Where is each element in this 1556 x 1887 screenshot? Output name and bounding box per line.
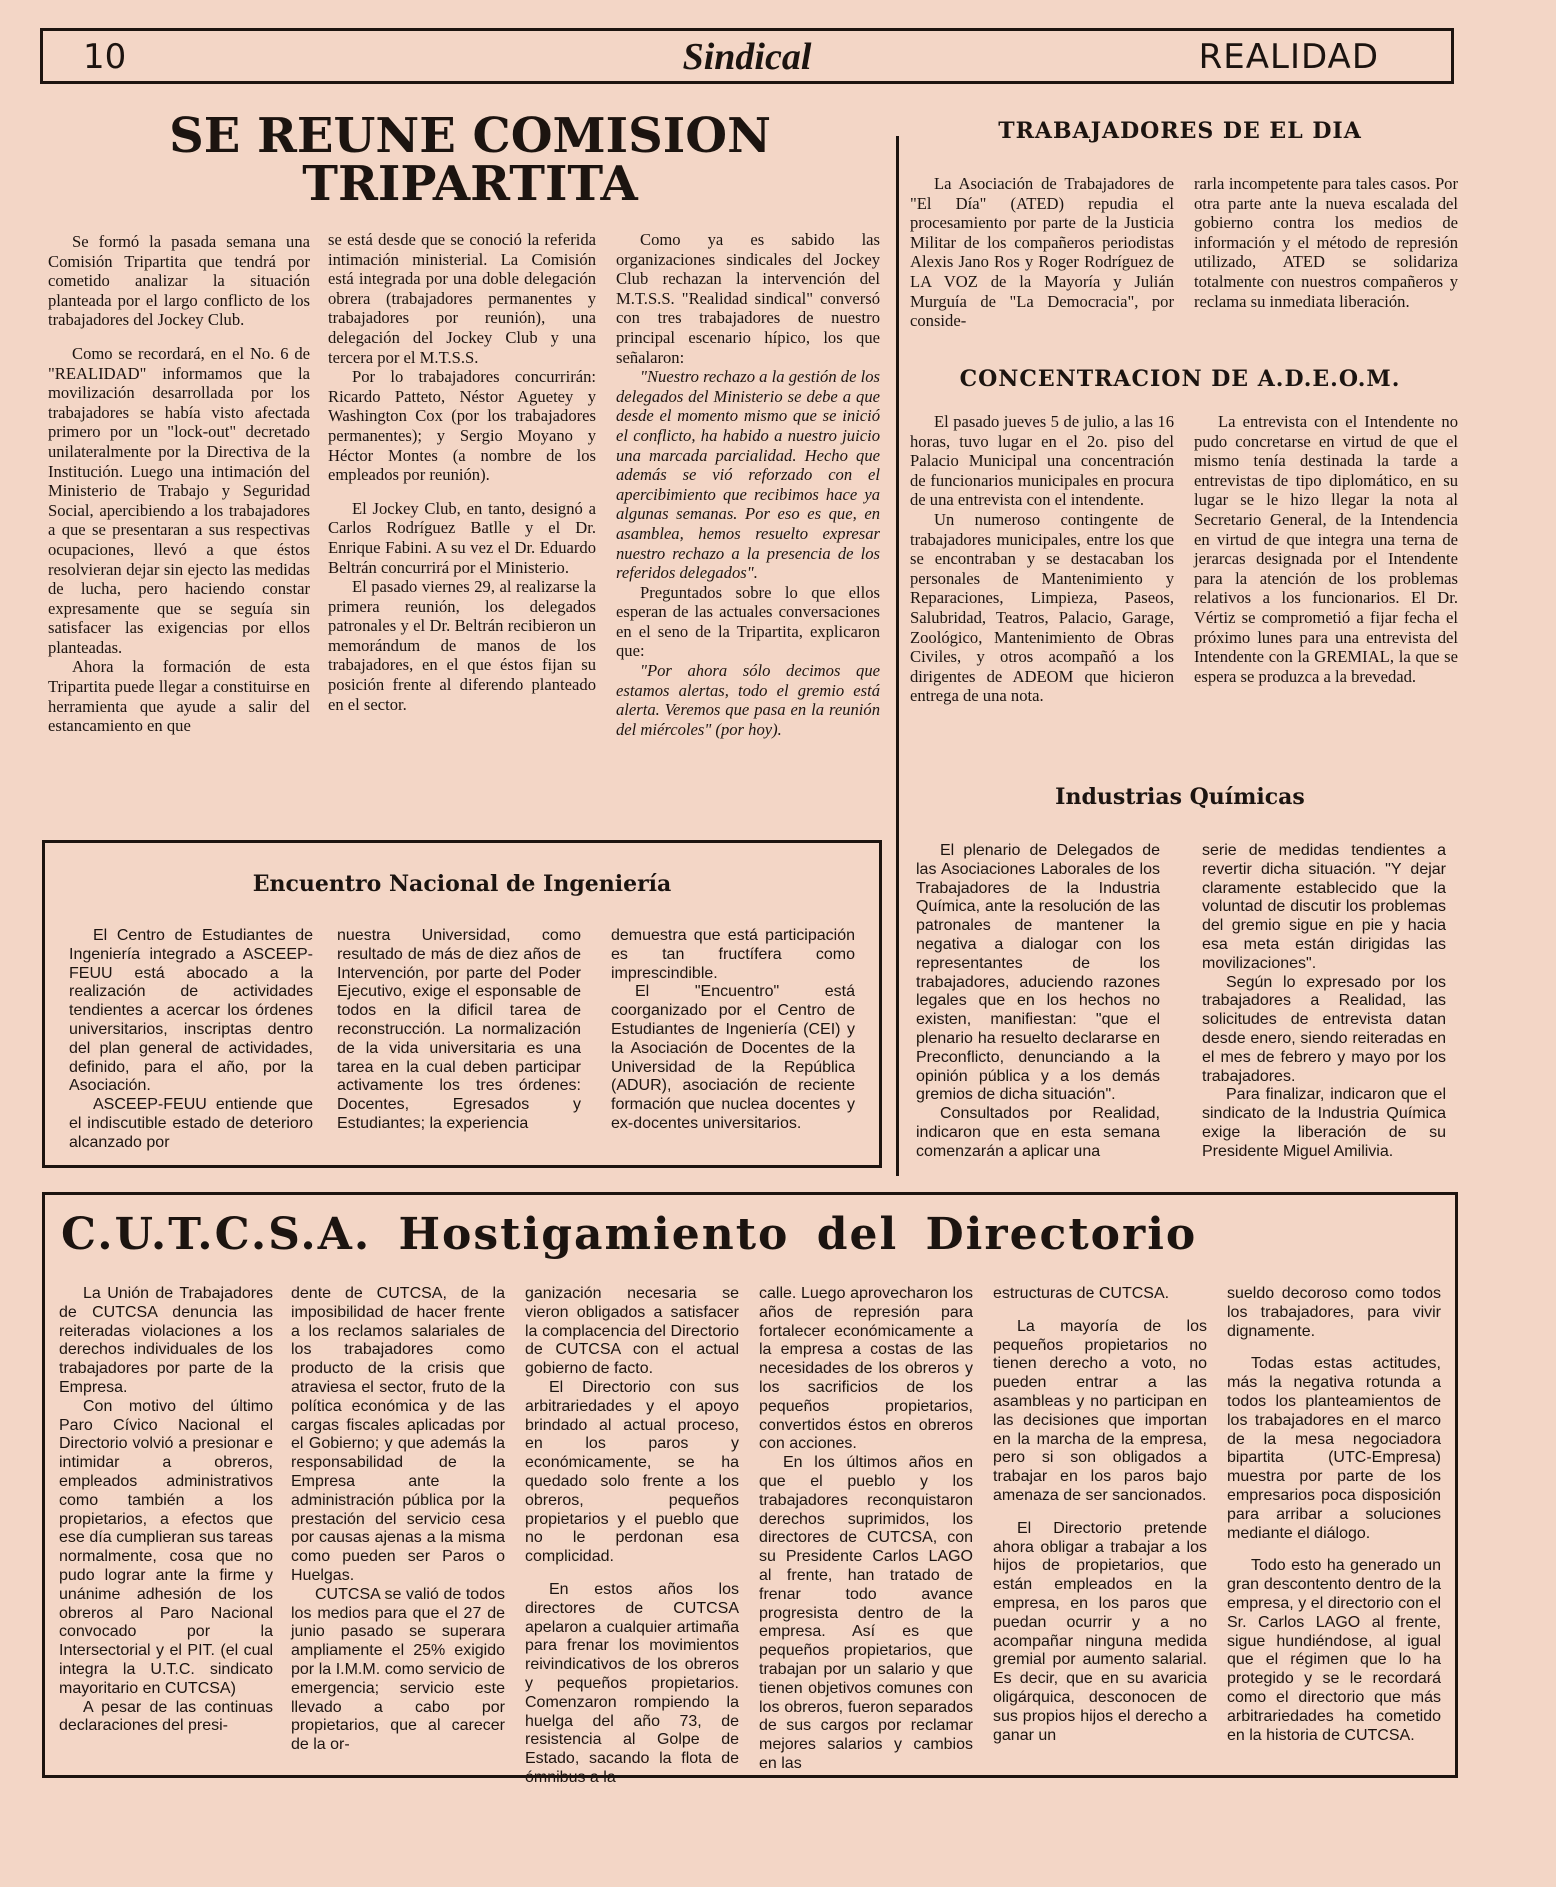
paragraph: Preguntados sobre lo que ellos esperan de las actuales conversaciones en el seno de la Tripartita, explicaron que: bbox=[616, 582, 880, 661]
paragraph: Como se recordará, en el No. 6 de "REALIDAD" informamos que la movilización desarrollada por los trabajadores se había visto afectada primero por un "lock-out" decretado unilateralmente por la Directiva de la Institución. Luego una intimación del Ministerio de Trabajo y Seguridad Social, apercibiendo a los trabajadores a que se presentaran a sus respectivas ocupaciones, llevó a que éstos resolvieran dejar sin ejecto las medidas de lucha, pero haciendo constar expresamente que se seguía sin satisfacer las exigencias por ellos planteadas. bbox=[48, 343, 310, 657]
paragraph: En los últimos años en que el pueblo y los trabajadores reconquistaron derechos suprimidos, los directores de CUTCSA, con su Presidente Carlos LAGO al frente, han tratado de frenar todo avance progresista dentro de la empresa. Así es que pequeños propietarios, que trabajan por un salario y que tienen objetivos comunes con los obreros, fueron separados de sus cargos por reclamar mejores salarios y cambios en las bbox=[759, 1454, 973, 1772]
comision-headline bbox=[120, 108, 820, 212]
paragraph: se está desde que se conoció la referida intimación ministerial. La Comisión está integrada por una doble delegación obrera (trabajadores permanentes y trabajadores por reunión), una delegación del Jockey Club y una tercera por el M.T.S.S. bbox=[328, 230, 596, 367]
paragraph: dente de CUTCSA, de la imposibilidad de hacer frente a los reclamos salariales de los trabajadores como producto de la crisis que atraviesa el sector, fruto de la política económica y de las cargas fiscales aplicadas por el Gobierno; y que además la responsabilidad de la Empresa ante la administración pública por la prestación del servicio cesa por causas ajenas a la misma como pueden ser Paros o Huelgas. bbox=[291, 1285, 505, 1584]
paragraph: Todo esto ha generado un gran descontento dentro de la empresa, y el directorio con el Sr. Carlos LAGO al frente, sigue hundiéndose, al igual que el régimen que lo ha protegido y se le recordará como el directorio que más arbitrariedades ha cometido en la historia de CUTCSA. bbox=[1227, 1557, 1441, 1744]
adeom-column-1 bbox=[910, 412, 1174, 706]
dia-headline: TRABAJADORES DE EL DIA bbox=[998, 118, 1362, 144]
publication-name: REALIDAD bbox=[1198, 37, 1379, 77]
quote: "Por ahora sólo decimos que estamos alertas, todo el gremio está alerta. Veremos que pasa en la reunión del miércoles" (por hoy). bbox=[616, 661, 880, 739]
column-divider bbox=[896, 136, 899, 1176]
paragraph: calle. Luego aprovecharon los años de represión para fortalecer económicamente a la empresa a costas de las necesidades de los obreros y los sacrificios de los pequeños propietarios, convertidos éstos en obreros con acciones. bbox=[759, 1285, 973, 1453]
paragraph: El pasado viernes 29, al realizarse la primera reunión, los delegados patronales y el Dr. Beltrán recibieron un memorándum de manos de los trabajadores, en el que éstos fijan su posición frente al diferendo planteado en el sector. bbox=[328, 577, 596, 714]
paragraph: Por lo trabajadores concurrirán: Ricardo Patteto, Néstor Aguetey y Washington Cox (por los trabajadores permanentes); y Sergio Moyano y Héctor Montes (a nombre de los empleados por reunión). bbox=[328, 367, 596, 485]
paragraph: Como ya es sabido las organizaciones sindicales del Jockey Club rechazan la intervención del M.T.S.S. "Realidad sindical" conversó con tres trabajadores de nuestro principal escenario hípico, los que señalaron: bbox=[616, 230, 880, 367]
paragraph: El Centro de Estudiantes de Ingeniería integrado a ASCEEP-FEUU está abocado a la realización de actividades tendientes a acercar los órdenes universitarios, inscriptas dentro del plan general de actividades, definido, para el año, por la Asociación. bbox=[69, 927, 313, 1095]
ingenieria-box bbox=[42, 840, 882, 1168]
cutcsa-column-2 bbox=[291, 1285, 505, 1755]
paragraph: demuestra que está participación es tan fructífera como imprescindible. bbox=[611, 927, 855, 982]
paragraph: Se formó la pasada semana una Comisión Tripartita que tendrá por cometido analizar la situación planteada por el largo conflicto de los trabajadores del Jockey Club. bbox=[48, 232, 310, 330]
ingenieria-headline: Encuentro Nacional de Ingeniería bbox=[252, 871, 672, 897]
paragraph: Consultados por Realidad, indicaron que en esta semana comenzarán a aplicar una bbox=[916, 1105, 1160, 1160]
adeom-headline: CONCENTRACION DE A.D.E.O.M. bbox=[959, 366, 1401, 392]
comision-column-2 bbox=[328, 230, 596, 714]
paragraph: La Asociación de Trabajadores de "El Día" (ATED) repudia el procesamiento por parte de la Justicia Militar de los compañeros periodistas Alexis Jano Ros y Roger Rodríguez de LA VOZ de la Mayoría y Julián Murguía de "La Democracia", por conside- bbox=[910, 174, 1174, 331]
cutcsa-column-5 bbox=[993, 1285, 1207, 1745]
section-name: Sindical bbox=[682, 36, 812, 78]
cutcsa-column-3 bbox=[525, 1285, 739, 1788]
paragraph: ASCEEP-FEUU entiende que el indiscutible estado de deterioro alcanzado por bbox=[69, 1096, 313, 1151]
paragraph: Según lo expresado por los trabajadores a Realidad, las solicitudes de entrevista datan desde enero, siendo reiteradas en el mes de febrero y mayo por los trabajadores. bbox=[1202, 973, 1446, 1085]
quimicas-headline: Industrias Químicas bbox=[1055, 784, 1305, 810]
paragraph: El pasado jueves 5 de julio, a las 16 horas, tuvo lugar en el 2o. piso del Palacio Municipal una concentración de funcionarios municipales en procura de una entrevista con el intendente. bbox=[910, 412, 1174, 510]
paragraph: rarla incompetente para tales casos. Por otra parte ante la nueva escalada del gobierno contra los medios de información y el método de represión utilizado, ATED se solidariza totalmente con nuestros compañeros y reclama su inmediata liberación. bbox=[1194, 174, 1458, 311]
headline-line-2: TRIPARTITA bbox=[302, 156, 638, 212]
paragraph: Un numeroso contingente de trabajadores municipales, entre los que se encontraban y se destacaban los personales de Mantenimiento y Reparaciones, Limpieza, Paseos, Salubridad, Teatros, Palacio, Garage, Zoológico, Mantenimiento de Obras Civiles, y otros acompañó a los dirigentes de ADEOM que hicieron entrega de una nota. bbox=[910, 509, 1174, 706]
paragraph: nuestra Universidad, como resultado de más de diez años de Intervención, por parte del Poder Ejecutivo, exige el esponsable de todos en la dificil tarea de reconstrucción. La normalización de la vida universitaria es una tarea en la cual deben participar activamente los tres órdenes: Docentes, Egresados y Estudiantes; la experiencia bbox=[337, 927, 581, 1132]
paragraph: CUTCSA se valió de todos los medios para que el 27 de junio pasado se superara ampliamente el 25% exigido por la I.M.M. como servicio de emergencia; servicio este llevado a cabo por propietarios, que al carecer de la or- bbox=[291, 1585, 505, 1754]
paragraph: El "Encuentro" está coorganizado por el Centro de Estudiantes de Ingeniería (CEI) y la Asociación de Docentes de la Universidad de la República (ADUR), asociación de reciente formación que nuclea docentes y ex-docentes universitarios. bbox=[611, 983, 855, 1132]
cutcsa-column-4 bbox=[759, 1285, 973, 1774]
paragraph: serie de medidas tendientes a revertir dicha situación. "Y dejar claramente establecido que la voluntad de discutir los problemas del gremio sigue en pie y hacia esa meta están dirigidas las movilizaciones". bbox=[1202, 842, 1446, 972]
cutcsa-column-1 bbox=[59, 1285, 273, 1736]
adeom-column-2 bbox=[1194, 412, 1458, 686]
paragraph: ganización necesaria se vieron obligados a satisfacer la complacencia del Directorio de CUTCSA con el actual gobierno de facto. bbox=[525, 1285, 739, 1378]
paragraph: Todas estas actitudes, más la negativa rotunda a todos los planteamientos de los trabajadores en el marco de la mesa negociadora bipartita (UTC-Empresa) muestra por parte de los empresarios poca disposición para arribar a soluciones mediante el diálogo. bbox=[1227, 1355, 1441, 1542]
ingenieria-column-2 bbox=[337, 927, 581, 1134]
page-header bbox=[40, 28, 1454, 84]
paragraph: Ahora la formación de esta Tripartita puede llegar a constituirse en herramienta que ayude a salir del estancamiento en que bbox=[48, 657, 310, 736]
headline-line-1: SE REUNE COMISION bbox=[169, 108, 771, 164]
dia-column-1 bbox=[910, 174, 1174, 331]
paragraph: En estos años los directores de CUTCSA apelaron a cualquier artimaña para frenar los movimientos reivindicativos de los obreros y pequeños propietarios. Comenzaron rompiendo la huelga del año 73, de resistencia al Golpe de Estado, sacando la flota de ómnibus a la bbox=[525, 1580, 739, 1786]
quimicas-column-1 bbox=[916, 842, 1160, 1162]
quote: "Nuestro rechazo a la gestión de los delegados del Ministerio se debe a que desde el momento mismo que se inició el conflicto, ha habido a nuestro juicio una marcada parcialidad. Hecho que además se vió reforzado con el apercibimiento que recibimos hace ya algunas semanas. Por eso es que, en asamblea, hemos resuelto expresar nuestro rechazo a la presencia de los referidos delegados". bbox=[616, 367, 880, 583]
quimicas-column-2 bbox=[1202, 842, 1446, 1162]
paragraph: sueldo decoroso como todos los trabajadores, para vivir dignamente. bbox=[1227, 1285, 1441, 1340]
cutcsa-headline: C.U.T.C.S.A. Hostigamiento del Directorio bbox=[61, 1209, 1198, 1260]
paragraph: El Directorio pretende ahora obligar a trabajar a los hijos de propietarios, que están empleados en la empresa, en los paros que puedan ocurrir y a no acompañar ninguna medida gremial por aumento salarial. Es decir, que en su avaricia oligárquica, desconocen de sus propios hijos el derecho a ganar un bbox=[993, 1519, 1207, 1744]
paragraph: El plenario de Delegados de las Asociaciones Laborales de los Trabajadores de la Industria Química, ante la resolución de las patronales de mantener la negativa a dialogar con los representantes de los trabajadores, aduciendo razones legales que en los hechos no existen, manifiestan: "que el plenario ha resuelto declararse en Preconflicto, denunciando a la opinión pública y a los demás gremios de dicha situación". bbox=[916, 842, 1160, 1104]
cutcsa-box bbox=[42, 1192, 1458, 1786]
comision-column-3 bbox=[616, 230, 880, 739]
paragraph: Con motivo del último Paro Cívico Nacional el Directorio volvió a presionar e intimidar a obreros, empleados administrativos como también a los propietarios, a efectos que ese día cumplieran sus tareas normalmente, cosa que no pudo lograr ante la firme y unánime adhesión de los obreros al Paro Nacional convocado por la Intersectorial y el PIT. (el cual integra la U.T.C. sindicato mayoritario en CUTCSA) bbox=[59, 1397, 273, 1697]
paragraph: Para finalizar, indicaron que el sindicato de la Industria Química exige la liberación de su Presidente Miguel Amilivia. bbox=[1202, 1086, 1446, 1160]
paragraph: La mayoría de los pequeños propietarios no tienen derecho a voto, no pueden entrar a las asambleas y no participan en las decisiones que importan en la marcha de la empresa, pero si son obligados a trabajar en los paros bajo amenaza de ser sancionados. bbox=[993, 1317, 1207, 1504]
cutcsa-column-6 bbox=[1227, 1285, 1441, 1745]
paragraph: El Jockey Club, en tanto, designó a Carlos Rodríguez Batlle y el Dr. Enrique Fabini. A su vez el Dr. Eduardo Beltrán concurrirá por el Ministerio. bbox=[328, 498, 596, 577]
comision-column-1 bbox=[48, 232, 310, 736]
ingenieria-column-3 bbox=[611, 927, 855, 1134]
paragraph: El Directorio con sus arbitrariedades y el apoyo brindado al actual proceso, en los paros y económicamente, se ha quedado solo frente a los obreros, pequeños propietarios y el pueblo que no le perdonan esa complicidad. bbox=[525, 1378, 739, 1566]
paragraph: La entrevista con el Intendente no pudo concretarse en virtud de que el mismo tenía destinada la tarde a entrevistas de tipo diplomático, en su lugar se le hizo llegar la nota al Secretario General, de la Intendencia en virtud de que integra una terna de jerarcas designada por el Intendente para la atención de los problemas relativos a los funcionarios. El Dr. Vértiz se comprometió a fijar fecha el próximo lunes para una entrevista del Intendente con la GREMIAL, la que se espera se produzca a la brevedad. bbox=[1194, 412, 1458, 686]
ingenieria-column-1 bbox=[69, 927, 313, 1153]
paragraph: La Unión de Trabajadores de CUTCSA denuncia las reiteradas violaciones a los derechos individuales de los trabajadores por parte de la Empresa. bbox=[59, 1285, 273, 1396]
page-number: 10 bbox=[83, 37, 127, 77]
paragraph: A pesar de las continuas declaraciones del presi- bbox=[59, 1698, 273, 1735]
paragraph: estructuras de CUTCSA. bbox=[993, 1285, 1170, 1302]
dia-column-2 bbox=[1194, 174, 1458, 311]
